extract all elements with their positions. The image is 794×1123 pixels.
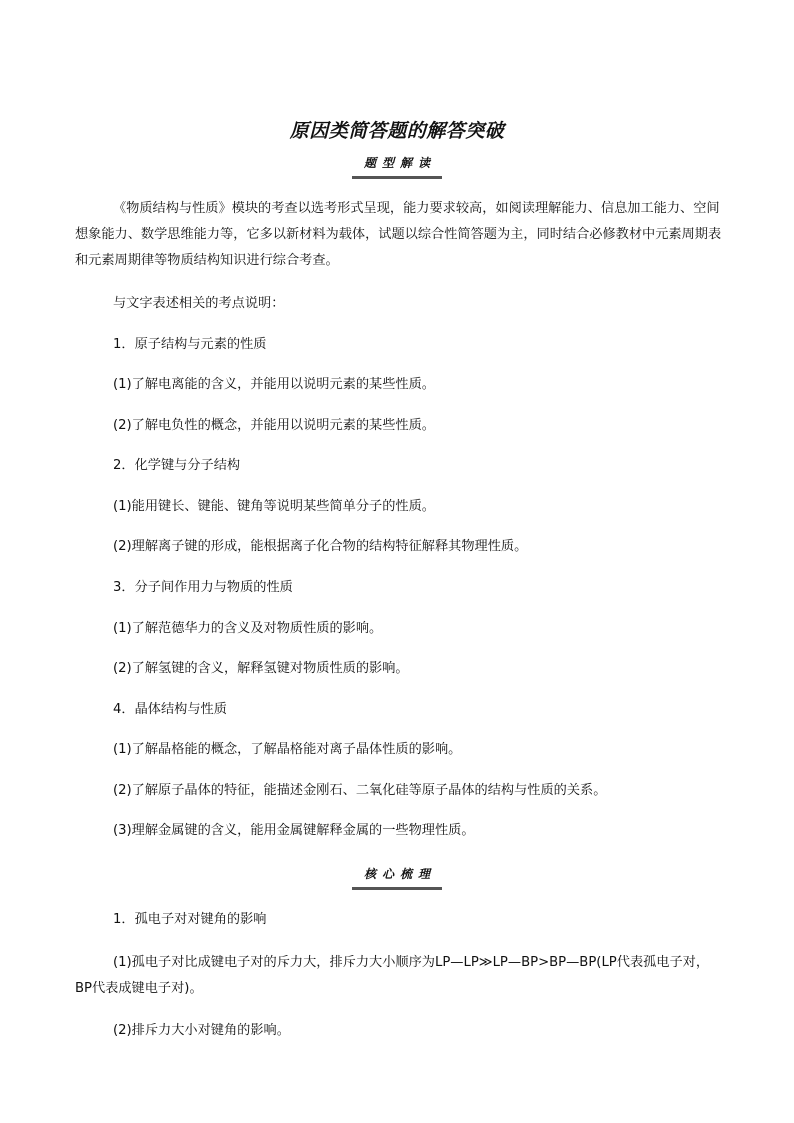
outline-item-1-2: (2)了解电负性的概念，并能用以说明元素的某些性质。 [113, 418, 435, 433]
outline-item-3-1: (1)了解范德华力的含义及对物质性质的影响。 [113, 621, 383, 636]
outline-item-4-1: (1)了解晶格能的概念，了解晶格能对离子晶体性质的影响。 [113, 742, 462, 757]
outline-item-2-1: (1)能用键长、键能、键角等说明某些简单分子的性质。 [113, 499, 435, 514]
outline-item-1-1: (1)了解电离能的含义，并能用以说明元素的某些性质。 [113, 377, 435, 392]
outline-item-1: 1．原子结构与元素的性质 [113, 337, 267, 352]
outline-item-2: 2．化学键与分子结构 [113, 458, 241, 473]
outline-item-3: 3．分子间作用力与物质的性质 [113, 580, 293, 595]
lead-text: 与文字表述相关的考点说明： [113, 296, 285, 311]
outline-item-2-2: (2)理解离子键的形成，能根据离子化合物的结构特征解释其物理性质。 [113, 539, 528, 554]
document-title: 原因类简答题的解答突破 [289, 120, 505, 142]
section-header-reading [0, 152, 794, 179]
intro-paragraph: 《物质结构与性质》模块的考查以选考形式呈现，能力要求较高，如阅读理解能力、信息加工能力、空间想象能力、数学思维能力等，它多以新材料为载体，试题以综合性简答题为主，同时结合必修教材中元素周期表和元素周期律等物质结构知识进行综合考查。 [75, 201, 722, 268]
outline-item-4-2: (2)了解原子晶体的特征，能描述金刚石、二氧化硅等原子晶体的结构与性质的关系。 [113, 783, 607, 798]
outline-item-4: 4．晶体结构与性质 [113, 702, 227, 717]
section-header-core [0, 863, 794, 890]
section-header-reading-label: 题型解读 [352, 154, 442, 179]
core-heading: 1．孤电子对对键角的影响 [113, 912, 267, 927]
outline-item-3-2: (2)了解氢键的含义，解释氢键对物质性质的影响。 [113, 661, 409, 676]
core-item-1: (1)孤电子对比成键电子对的斥力大，排斥力大小顺序为LP—LP≫LP—BP>BP—BP(LP代表孤电子对，BP代表成键电子对)。 [75, 955, 710, 996]
outline-item-4-3: (3)理解金属键的含义，能用金属键解释金属的一些物理性质。 [113, 823, 475, 838]
core-item-2: (2)排斥力大小对键角的影响。 [113, 1023, 290, 1038]
section-header-core-label: 核心梳理 [352, 865, 442, 890]
